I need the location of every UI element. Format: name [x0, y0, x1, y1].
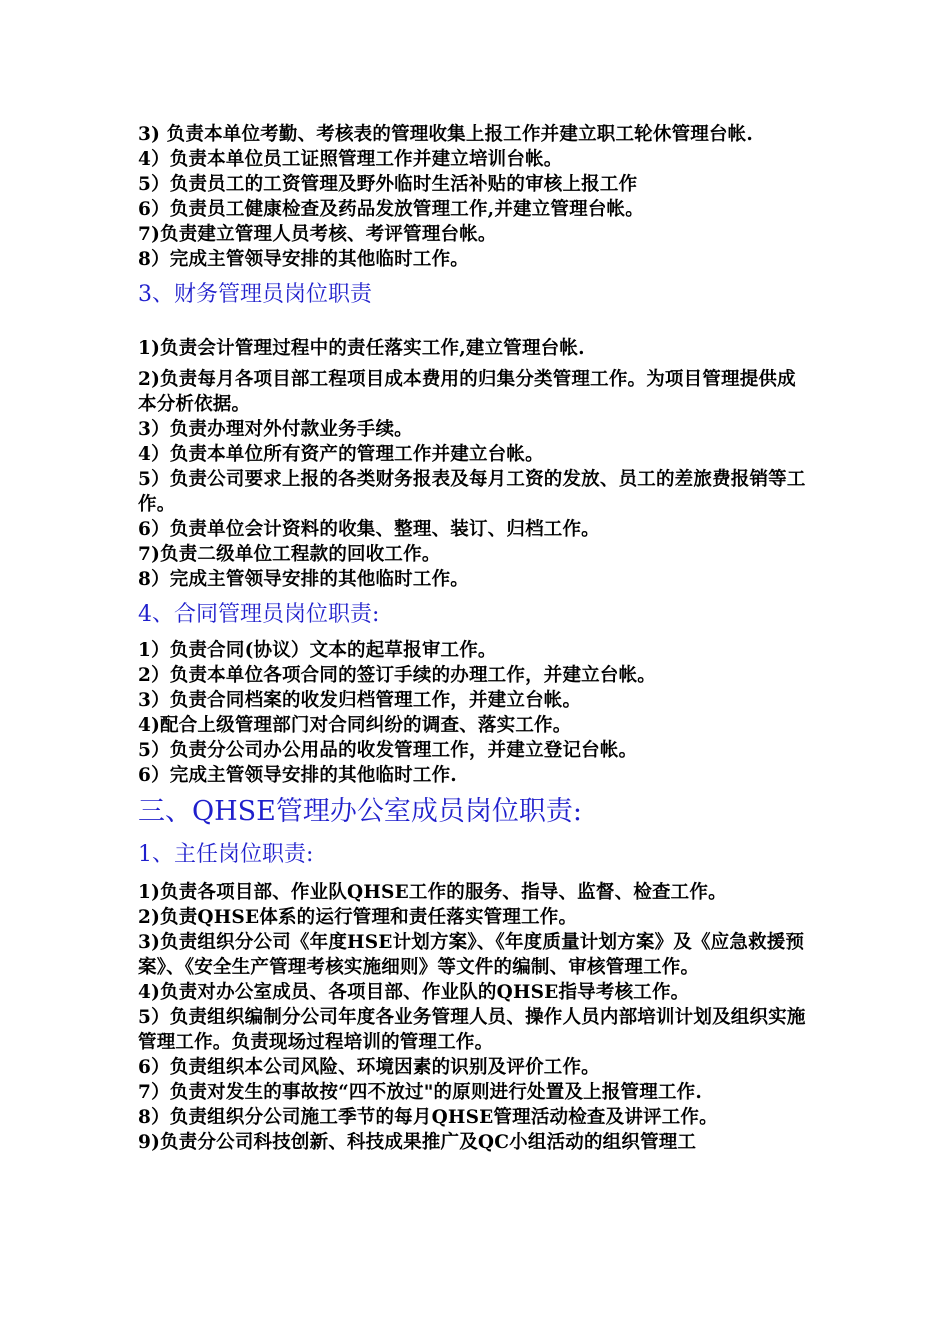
duty-item: 4)负责对办公室成员、各项目部、作业队的QHSE指导考核工作。 — [138, 982, 690, 1003]
contract-section — [138, 600, 814, 788]
document-page — [138, 122, 814, 1155]
duty-item: 3)负责组织分公司《年度HSE计划方案》、《年度质量计划方案》及《应急救援预案》、《安全生产管理考核实施细则》等文件的编制、审核管理工作。 — [138, 932, 805, 978]
duty-item: 6）负责单位会计资料的收集、整理、装订、归档工作。 — [138, 519, 600, 540]
duty-item: 2)负责每月各项目部工程项目成本费用的归集分类管理工作。为项目管理提供成本分析依据。 — [138, 369, 796, 415]
duty-item: 9)负责分公司科技创新、科技成果推广及QC小组活动的组织管理工 — [138, 1132, 697, 1153]
duty-item: 3) 负责本单位考勤、考核表的管理收集上报工作并建立职工轮休管理台帐. — [138, 124, 754, 145]
duty-item: 6）完成主管领导安排的其他临时工作. — [138, 765, 457, 786]
duty-item: 6）负责组织本公司风险、环境因素的识别及评价工作。 — [138, 1057, 600, 1078]
finance-section — [138, 280, 814, 592]
duty-item: 5）负责员工的工资管理及野外临时生活补贴的审核上报工作 — [138, 174, 638, 195]
chapter-heading-qhse: 三、QHSE管理办公室成员岗位职责: — [138, 796, 582, 827]
admin-duties-continued — [138, 122, 814, 272]
qhse-chapter — [138, 794, 814, 1155]
duty-item: 6）负责员工健康检查及药品发放管理工作,并建立管理台帐。 — [138, 199, 644, 220]
duty-item: 1)负责各项目部、作业队QHSE工作的服务、指导、监督、检查工作。 — [138, 882, 727, 903]
duty-item: 8）完成主管领导安排的其他临时工作。 — [138, 249, 469, 270]
duty-item: 8）负责组织分公司施工季节的每月QHSE管理活动检查及讲评工作。 — [138, 1107, 718, 1128]
duty-item: 5）负责公司要求上报的各类财务报表及每月工资的发放、员工的差旅费报销等工作。 — [138, 469, 806, 515]
duty-item: 4）负责本单位员工证照管理工作并建立培训台帐。 — [138, 149, 563, 170]
duty-item: 1)负责会计管理过程中的责任落实工作,建立管理台帐. — [138, 338, 585, 359]
duty-item: 7)负责二级单位工程款的回收工作。 — [138, 544, 441, 565]
duty-item: 2)负责QHSE体系的运行管理和责任落实管理工作。 — [138, 907, 578, 928]
duty-item: 5）负责组织编制分公司年度各业务管理人员、操作人员内部培训计划及组织实施管理工作。负责现场过程培训的管理工作。 — [138, 1007, 806, 1053]
duty-item: 7)负责建立管理人员考核、考评管理台帐。 — [138, 224, 497, 245]
duty-item: 7）负责对发生的事故按“四不放过"的原则进行处置及上报管理工作. — [138, 1082, 702, 1103]
section-heading-director: 1、主任岗位职责: — [138, 842, 314, 867]
duty-item: 4)配合上级管理部门对合同纠纷的调查、落实工作。 — [138, 715, 572, 736]
duty-item: 1）负责合同(协议）文本的起草报审工作。 — [138, 640, 497, 661]
duty-item: 2）负责本单位各项合同的签订手续的办理工作，并建立台帐。 — [138, 665, 656, 686]
duty-item: 4）负责本单位所有资产的管理工作并建立台帐。 — [138, 444, 544, 465]
duty-item: 3）负责办理对外付款业务手续。 — [138, 419, 413, 440]
duty-item: 3）负责合同档案的收发归档管理工作，并建立台帐。 — [138, 690, 582, 711]
duty-item: 5）负责分公司办公用品的收发管理工作，并建立登记台帐。 — [138, 740, 638, 761]
duty-item: 8）完成主管领导安排的其他临时工作。 — [138, 569, 469, 590]
section-heading-contract: 4、合同管理员岗位职责: — [138, 602, 380, 627]
section-heading-finance: 3、财务管理员岗位职责 — [138, 282, 372, 307]
